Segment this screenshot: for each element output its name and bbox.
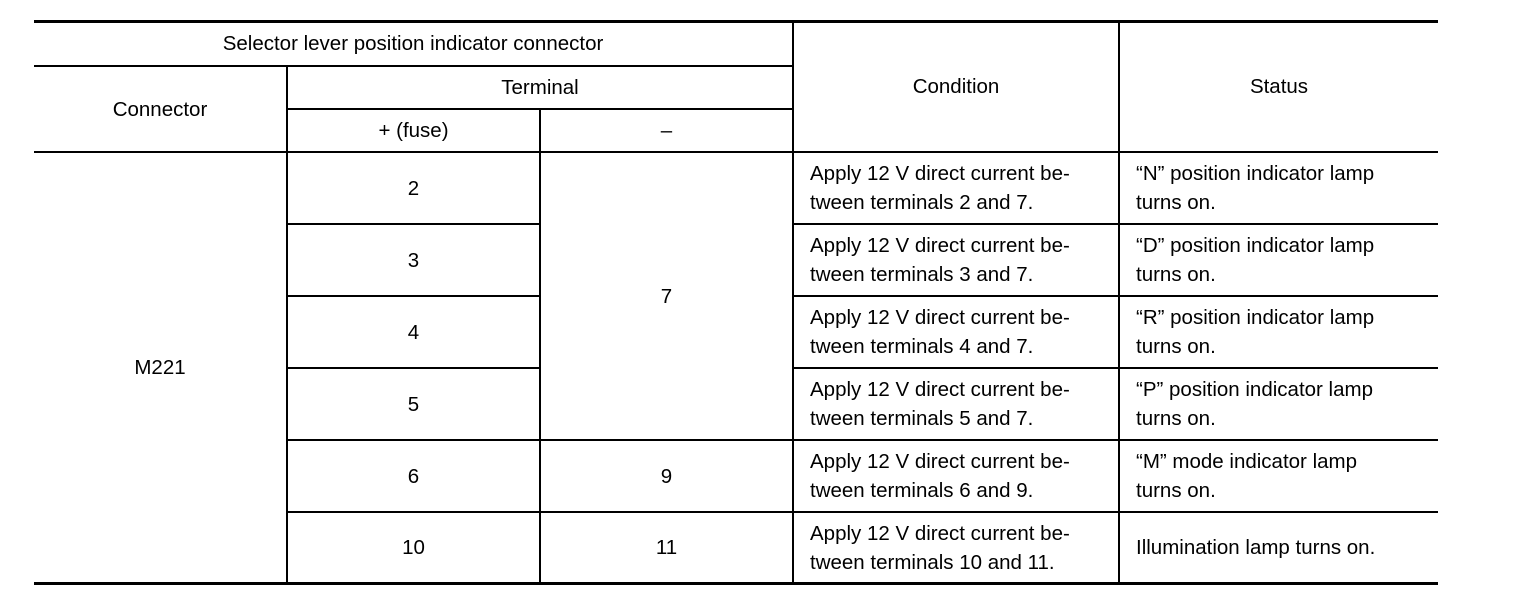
status-line: “D” position indicator lamp <box>1136 234 1375 257</box>
terminal-header-text: Terminal <box>501 76 579 99</box>
minus-header <box>541 110 792 151</box>
table-row-plus <box>288 513 539 582</box>
condition-line: Apply 12 V direct current be- <box>810 234 1070 257</box>
status-line: Illumination lamp turns on. <box>1136 536 1376 559</box>
plus-terminal: 5 <box>407 392 420 416</box>
condition-header <box>794 22 1118 151</box>
table-row-condition <box>794 153 1118 223</box>
condition-line: Apply 12 V direct current be- <box>810 162 1070 185</box>
group-title <box>34 22 792 65</box>
table-row-condition <box>794 513 1118 582</box>
minus-terminal: 11 <box>655 536 678 559</box>
table-row-condition <box>794 369 1118 439</box>
condition-line: tween terminals 3 and 7. <box>810 263 1034 286</box>
status-header-text: Status <box>1249 75 1309 98</box>
table-row-plus <box>288 441 539 511</box>
condition-line: tween terminals 2 and 7. <box>810 191 1034 214</box>
condition-header-text: Condition <box>912 75 1000 98</box>
status-line: “N” position indicator lamp <box>1136 162 1375 185</box>
condition-line: Apply 12 V direct current be- <box>810 521 1070 545</box>
connector-inspection-table <box>34 20 1438 586</box>
table-row-status <box>1120 513 1438 582</box>
table-row-status <box>1120 225 1438 295</box>
condition-line: Apply 12 V direct current be- <box>810 450 1070 473</box>
shared-minus-terminal <box>541 153 792 439</box>
status-line: turns on. <box>1136 263 1216 286</box>
terminal-header <box>288 67 792 108</box>
table-row-condition <box>794 441 1118 511</box>
plus-terminal: 4 <box>407 320 420 344</box>
status-line: turns on. <box>1136 191 1216 214</box>
condition-line: tween terminals 5 and 7. <box>810 407 1034 430</box>
condition-line: tween terminals 6 and 9. <box>810 479 1034 502</box>
condition-line: tween terminals 4 and 7. <box>810 335 1034 358</box>
plus-terminal: 2 <box>407 176 420 200</box>
status-header <box>1120 22 1438 151</box>
connector-value-text: M221 <box>134 356 186 379</box>
connector-header <box>34 67 286 151</box>
table-row-condition <box>794 225 1118 295</box>
plus-header <box>288 110 539 151</box>
table-row-status <box>1120 441 1438 511</box>
minus-header-text: – <box>660 119 673 142</box>
status-line: “R” position indicator lamp <box>1136 306 1375 329</box>
connector-value <box>34 153 286 582</box>
shared-minus-text: 7 <box>660 284 673 308</box>
status-line: “P” position indicator lamp <box>1136 378 1373 401</box>
table-row-condition <box>794 297 1118 367</box>
table-row-minus <box>541 441 792 511</box>
status-line: “M” mode indicator lamp <box>1136 450 1358 473</box>
plus-terminal: 3 <box>407 248 420 272</box>
table-row-plus <box>288 297 539 367</box>
condition-line: tween terminals 10 and 11. <box>810 550 1055 574</box>
connector-header-text: Connector <box>112 97 208 121</box>
status-line: turns on. <box>1136 335 1216 358</box>
condition-line: Apply 12 V direct current be- <box>810 378 1070 401</box>
minus-terminal: 9 <box>660 464 673 488</box>
group-title-text: Selector lever position indicator connector <box>222 32 604 55</box>
table-row-plus <box>288 225 539 295</box>
plus-terminal: 6 <box>407 464 420 488</box>
status-line: turns on. <box>1136 407 1216 430</box>
bottom-rule <box>34 582 1438 585</box>
table-row-plus <box>288 153 539 223</box>
table-row-status <box>1120 297 1438 367</box>
table-row-status <box>1120 369 1438 439</box>
plus-header-text: + (fuse) <box>378 119 449 142</box>
status-line: turns on. <box>1136 479 1216 502</box>
table-row-status <box>1120 153 1438 223</box>
table-row-plus <box>288 369 539 439</box>
condition-line: Apply 12 V direct current be- <box>810 306 1070 329</box>
table-row-minus <box>541 513 792 582</box>
plus-terminal: 10 <box>402 536 425 559</box>
